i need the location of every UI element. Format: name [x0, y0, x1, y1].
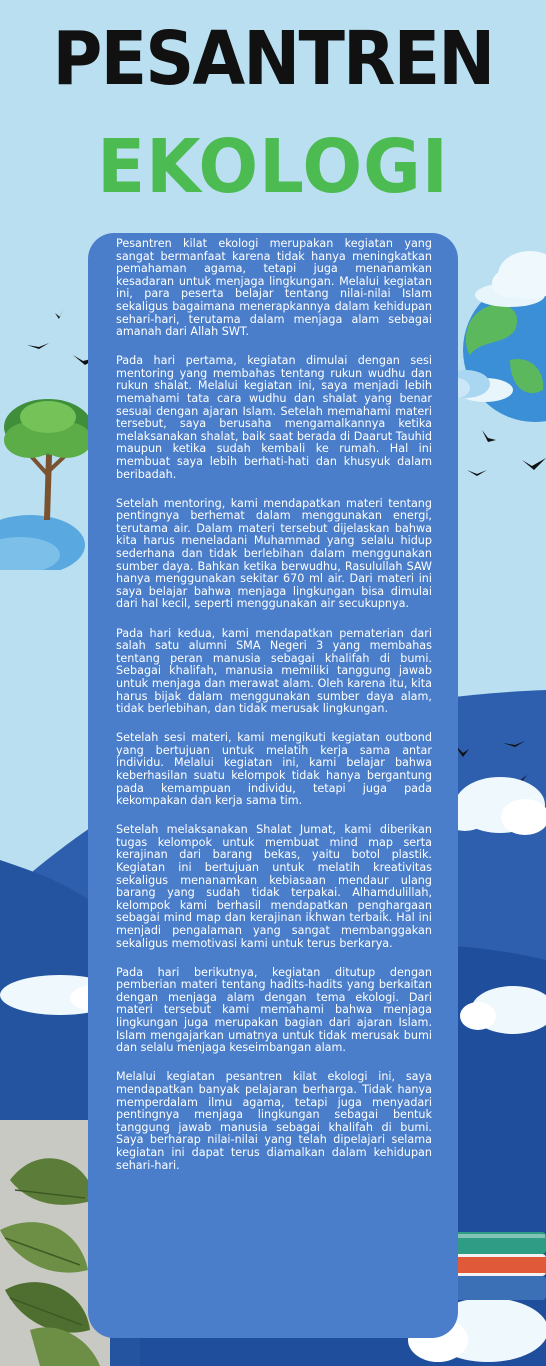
- bird-icon: [522, 458, 546, 470]
- bird-icon: [55, 309, 63, 319]
- paragraph-mind-map: Setelah melaksanakan Shalat Jumat, kami diberikan tugas kelompok untuk membuat mind map serta kerajinan dari barang bekas, yaitu botol plastik. Kegiatan ini bertujuan untuk melatih kreativitas sekaligus menanamkan kebiasaan mendaur ulang barang yang sudah tidak terpakai. Alhamdulillah, kelompok kami berhasil mendapatkan penghargaan sebagai mind map dan kerajinan ikhwan terbaik. Hal ini menjadi pengalaman yang sangat membanggakan sekaligus memotivasi kami untuk terus berkarya.: [116, 823, 432, 950]
- title-line-1: PESANTREN: [52, 16, 494, 102]
- bird-flock-right: [462, 420, 546, 490]
- tree-icon: [0, 395, 95, 570]
- books-icon: [445, 1226, 546, 1312]
- cloud-icon: [458, 970, 546, 1040]
- paragraph-energy: Setelah mentoring, kami mendapatkan materi tentang pentingnya berhemat dalam menggunakan energi, terutama air. Dalam materi tersebut dijelaskan bahwa kita harus meneladani Muhammad yang selalu hidup sederhana dan tidak berlebihan dalam menggunakan sumber daya. Bahkan ketika berwudhu, Rasulullah SAW hanya menggunakan sekitar 670 ml air. Dari materi ini saya belajar bahwa menjaga lingkungan bisa dimulai dari hal kecil, seperti menggunakan air secukupnya.: [116, 496, 432, 611]
- title-line-2: EKOLOGI: [97, 124, 449, 210]
- paragraph-closing-day: Pada hari berikutnya, kegiatan ditutup dengan pemberian materi tentang hadits-hadits yang berkaitan dengan menjaga alam dengan tema ekologi. Dari materi tersebut kami memahami bahwa menjaga lingkungan juga merupakan bagian dari ajaran Islam. Islam mengajarkan umatnya untuk tidak merusak bumi dan selalu menjaga keseimbangan alam.: [116, 965, 432, 1055]
- bird-icon: [467, 470, 487, 476]
- paragraph-conclusion: Melalui kegiatan pesantren kilat ekologi ini, saya mendapatkan banyak pelajaran berharga. Tidak hanya memperdalam ilmu agama, tetapi juga menyadari pentingnya menjaga lingkungan sebagai bentuk tanggung jawab manusia sebagai khalifah di bumi. Saya berharap nilai-nilai yang telah dipelajari selama kegiatan ini dapat terus diamalkan dalam kehidupan sehari-hari.: [116, 1070, 432, 1172]
- paragraph-intro: Pesantren kilat ekologi merupakan kegiatan yang sangat bermanfaat karena tidak hanya meningkatkan pemahaman agama, tetapi juga menanamkan kesadaran untuk menjaga lingkungan. Melalui kegiatan ini, para peserta belajar tentang nilai-nilai Islam sekaligus bagaimana menerapkannya dalam kehidupan sehari-hari, terutama dalam menjaga alam sebagai amanah dari Allah SWT.: [116, 237, 432, 339]
- paragraph-outbond: Setelah sesi materi, kami mengikuti kegiatan outbond yang bertujuan untuk melatih kerja sama antar individu. Melalui kegiatan ini, kami belajar bahwa keberhasilan suatu kelompok tidak hanya bergantung pada kemampuan individu, tetapi juga pada kekompakan dan kerja sama tim.: [116, 731, 432, 808]
- bird-icon: [503, 741, 525, 747]
- bird-icon: [27, 343, 49, 349]
- bird-icon: [482, 430, 496, 442]
- cloud-icon: [490, 235, 546, 305]
- paragraph-day-one: Pada hari pertama, kegiatan dimulai dengan sesi mentoring yang membahas tentang rukun wudhu dan rukun shalat. Melalui kegiatan ini, saya menjadi lebih memahami tata cara wudhu dan shalat yang benar sesuai dengan ajaran Islam. Setelah memahami materi tersebut, saya berusaha mengamalkannya ketika melaksanakan shalat, baik saat berada di Daarut Tauhid maupun ketika sudah kembali ke rumah. Hal ini membuat saya lebih berhati-hati dan khusyuk dalam beribadah.: [116, 354, 432, 481]
- article-body: [116, 238, 432, 1189]
- paragraph-day-two: Pada hari kedua, kami mendapatkan pematerian dari salah satu alumni SMA Negeri 3 yang membahas tentang peran manusia sebagai khalifah di bumi. Sebagai khalifah, manusia memiliki tanggung jawab untuk menjaga dan merawat alam. Oleh karena itu, kita harus bijak dalam menggunakan sumber daya alam, tidak berlebihan, dan tidak merusak lingkungan.: [116, 626, 432, 716]
